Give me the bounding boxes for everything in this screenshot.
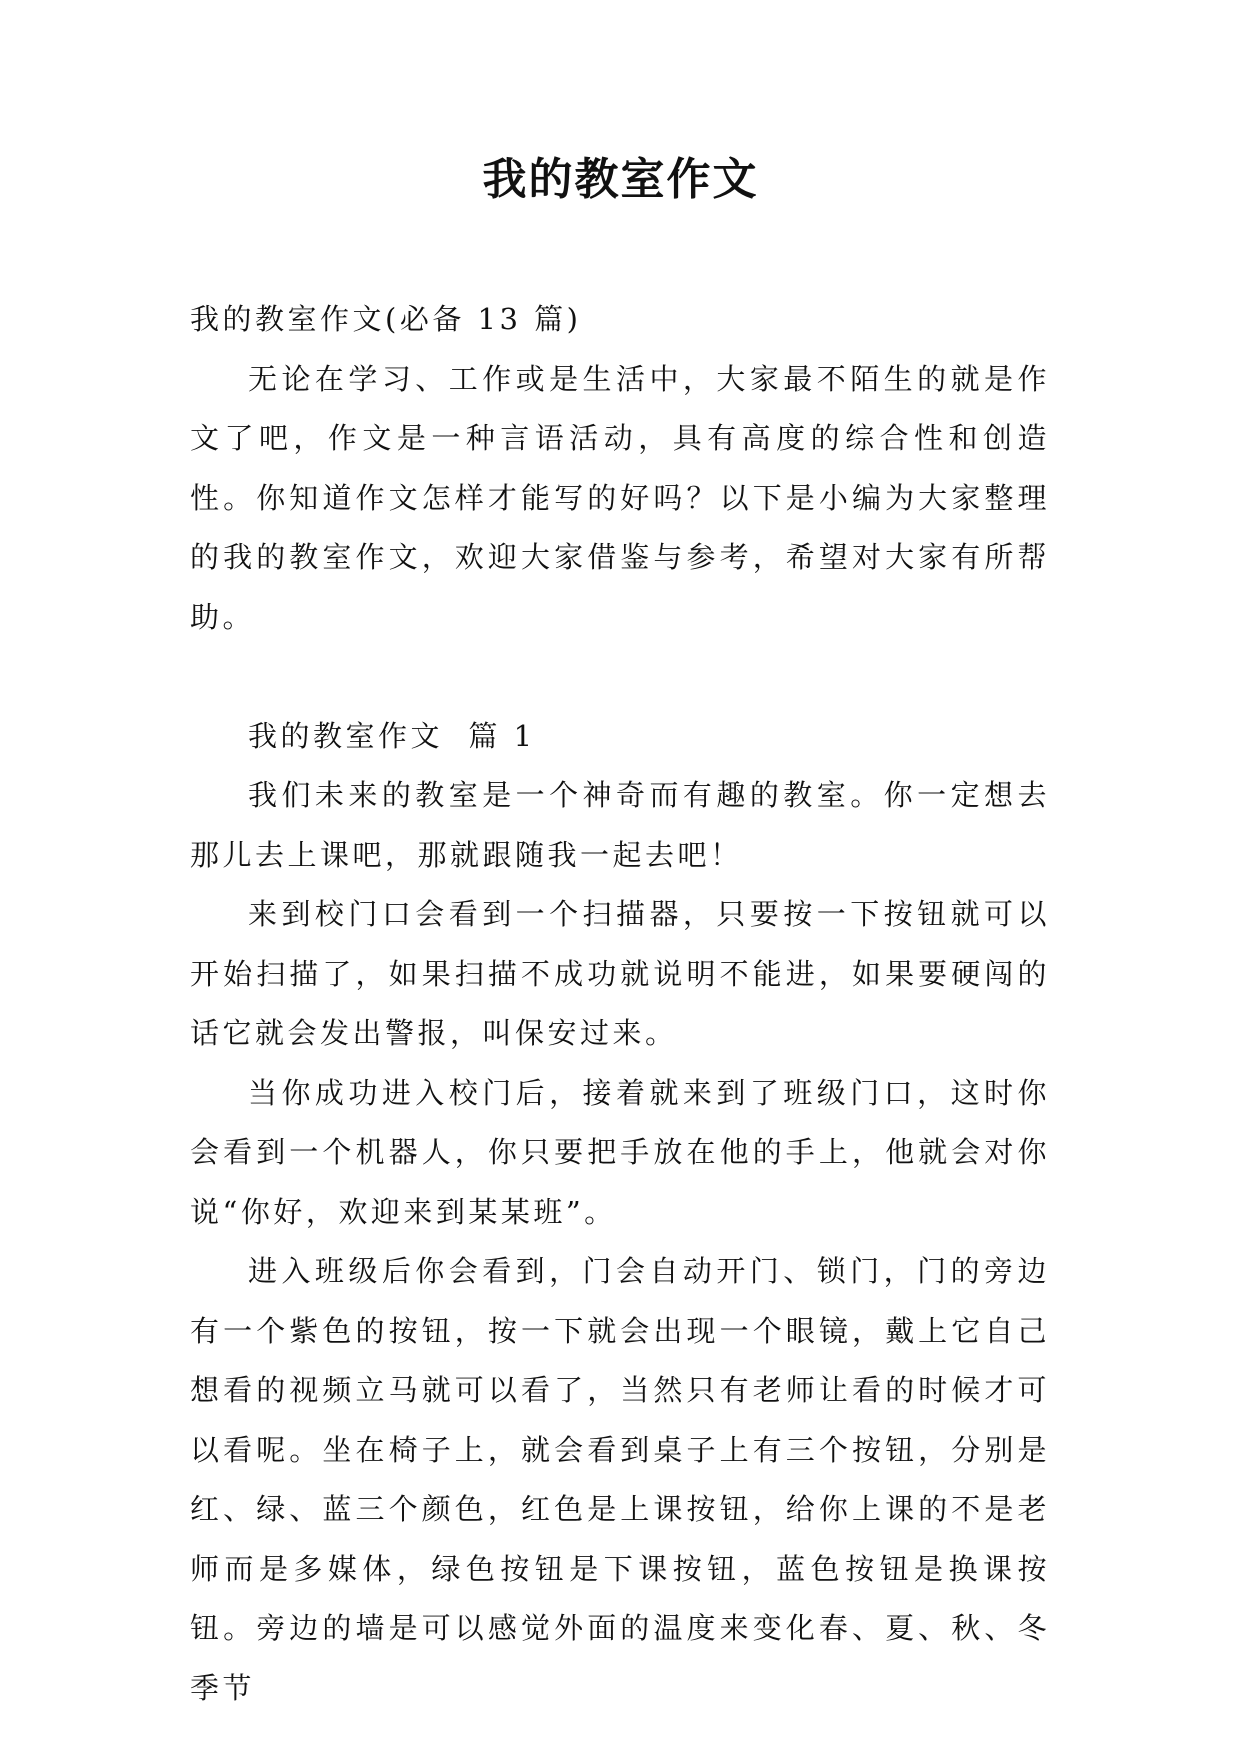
body-paragraph-2: 来到校门口会看到一个扫描器，只要按一下按钮就可以开始扫描了，如果扫描不成功就说明不能进，如果要硬闯的话它就会发出警报，叫保安过来。: [190, 897, 1050, 1050]
paragraph-spacer: [190, 647, 1050, 707]
body-paragraph-1: 我们未来的教室是一个神奇而有趣的教室。你一定想去那儿去上课吧，那就跟随我一起去吧！: [190, 778, 1050, 872]
body-paragraph-4: 进入班级后你会看到，门会自动开门、锁门，门的旁边有一个紫色的按钮，按一下就会出现一个眼镜，戴上它自己想看的视频立马就可以看了，当然只有老师让看的时候才可以看呢。坐在椅子上，就会看到桌子上有三个按钮，分别是红、绿、蓝三个颜色，红色是上课按钮，给你上课的不是老师而是多媒体，绿色按钮是下课按钮，蓝色按钮是换课按钮。旁边的墙是可以感觉外面的温度来变化春、夏、秋、冬季节: [190, 1254, 1050, 1705]
document-body: [190, 290, 1050, 1718]
document-title: 我的教室作文: [482, 154, 759, 205]
section-heading: 我的教室作文 篇 1: [248, 718, 536, 753]
document-subtitle: 我的教室作文(必备 13 篇): [190, 302, 582, 336]
intro-paragraph: 无论在学习、工作或是生活中，大家最不陌生的就是作文了吧，作文是一种言语活动，具有高度的综合性和创造性。你知道作文怎样才能写的好吗？以下是小编为大家整理的我的教室作文，欢迎大家借鉴与参考，希望对大家有所帮助。: [190, 361, 1050, 634]
body-paragraph-3: 当你成功进入校门后，接着就来到了班级门口，这时你会看到一个机器人，你只要把手放在他的手上，他就会对你说“你好，欢迎来到某某班”。: [190, 1075, 1050, 1229]
